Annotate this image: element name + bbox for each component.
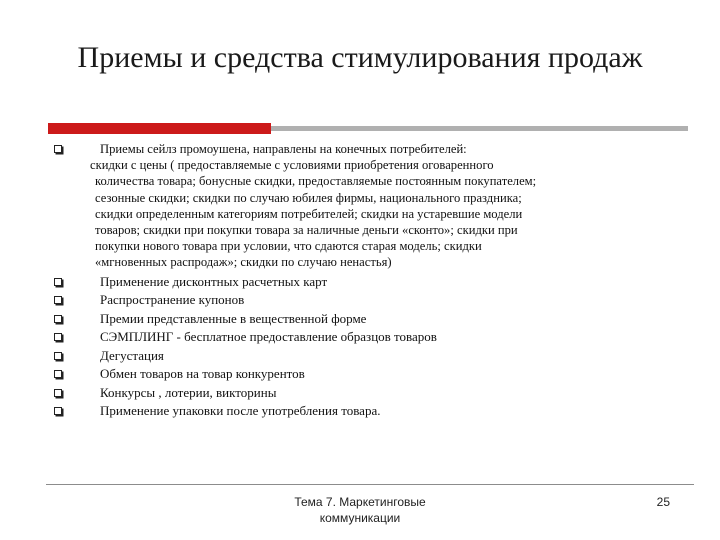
page-number: 25 [656,495,670,509]
square-bullet-icon [54,296,62,304]
list-item-text: СЭМПЛИНГ - бесплатное предоставление образцов товаров [100,329,437,345]
list-item-text: Обмен товаров на товар конкурентов [100,366,305,382]
footer-topic: Тема 7. Маркетинговые коммуникации [294,495,426,525]
list-item-text: Премии представленные в вещественной форме [100,310,367,326]
list-item-text: Распространение купонов [100,292,245,308]
list-item [52,347,676,366]
list-item-lead: Приемы сейлз промоушена, направлены на конечных потребителей: [100,142,467,156]
square-bullet-icon [54,278,62,286]
detail-line: товаров; скидки при покупки товара за наличные деньги «сконто»; скидки при [95,223,518,238]
detail-line: сезонные скидки; скидки по случаю юбилея фирмы, национального праздника; [95,190,522,205]
list-item-text: Применение упаковки после употребления товара. [100,403,381,419]
list-item [52,328,676,347]
detail-line: количества товара; бонусные скидки, предоставляемые постоянным покупателем; [95,174,537,189]
bullet-list [52,140,676,421]
title-underline-red [48,123,271,134]
square-bullet-icon [54,315,62,323]
list-item-text: Конкурсы , лотерии, викторины [100,384,277,400]
detail-line: скидки определенным категориям потребителей; скидки на устаревшие модели [95,206,523,221]
list-item [52,291,676,310]
detail-line: покупки нового товара при условии, что сдаются старая модель; скидки [95,239,482,254]
square-bullet-icon [54,389,62,397]
list-item-text: Дегустация [100,347,164,363]
list-item-details [90,157,676,270]
detail-line: скидки с цены ( предоставляемые с условиями приобретения оговаренного [90,158,494,173]
slide-title: Приемы и средства стимулирования продаж [77,41,643,74]
list-item [52,310,676,329]
list-item-text: Применение дисконтных расчетных карт [100,273,328,289]
detail-line: «мгновенных распродаж»; скидки по случаю ненастья) [95,255,392,270]
list-item [52,384,676,403]
square-bullet-icon [54,407,62,415]
list-item [52,140,676,271]
list-item [52,365,676,384]
list-item [52,402,676,421]
footer-divider [46,484,694,485]
square-bullet-icon [54,145,62,153]
list-item [52,273,676,292]
square-bullet-icon [54,333,62,341]
square-bullet-icon [54,352,62,360]
square-bullet-icon [54,370,62,378]
